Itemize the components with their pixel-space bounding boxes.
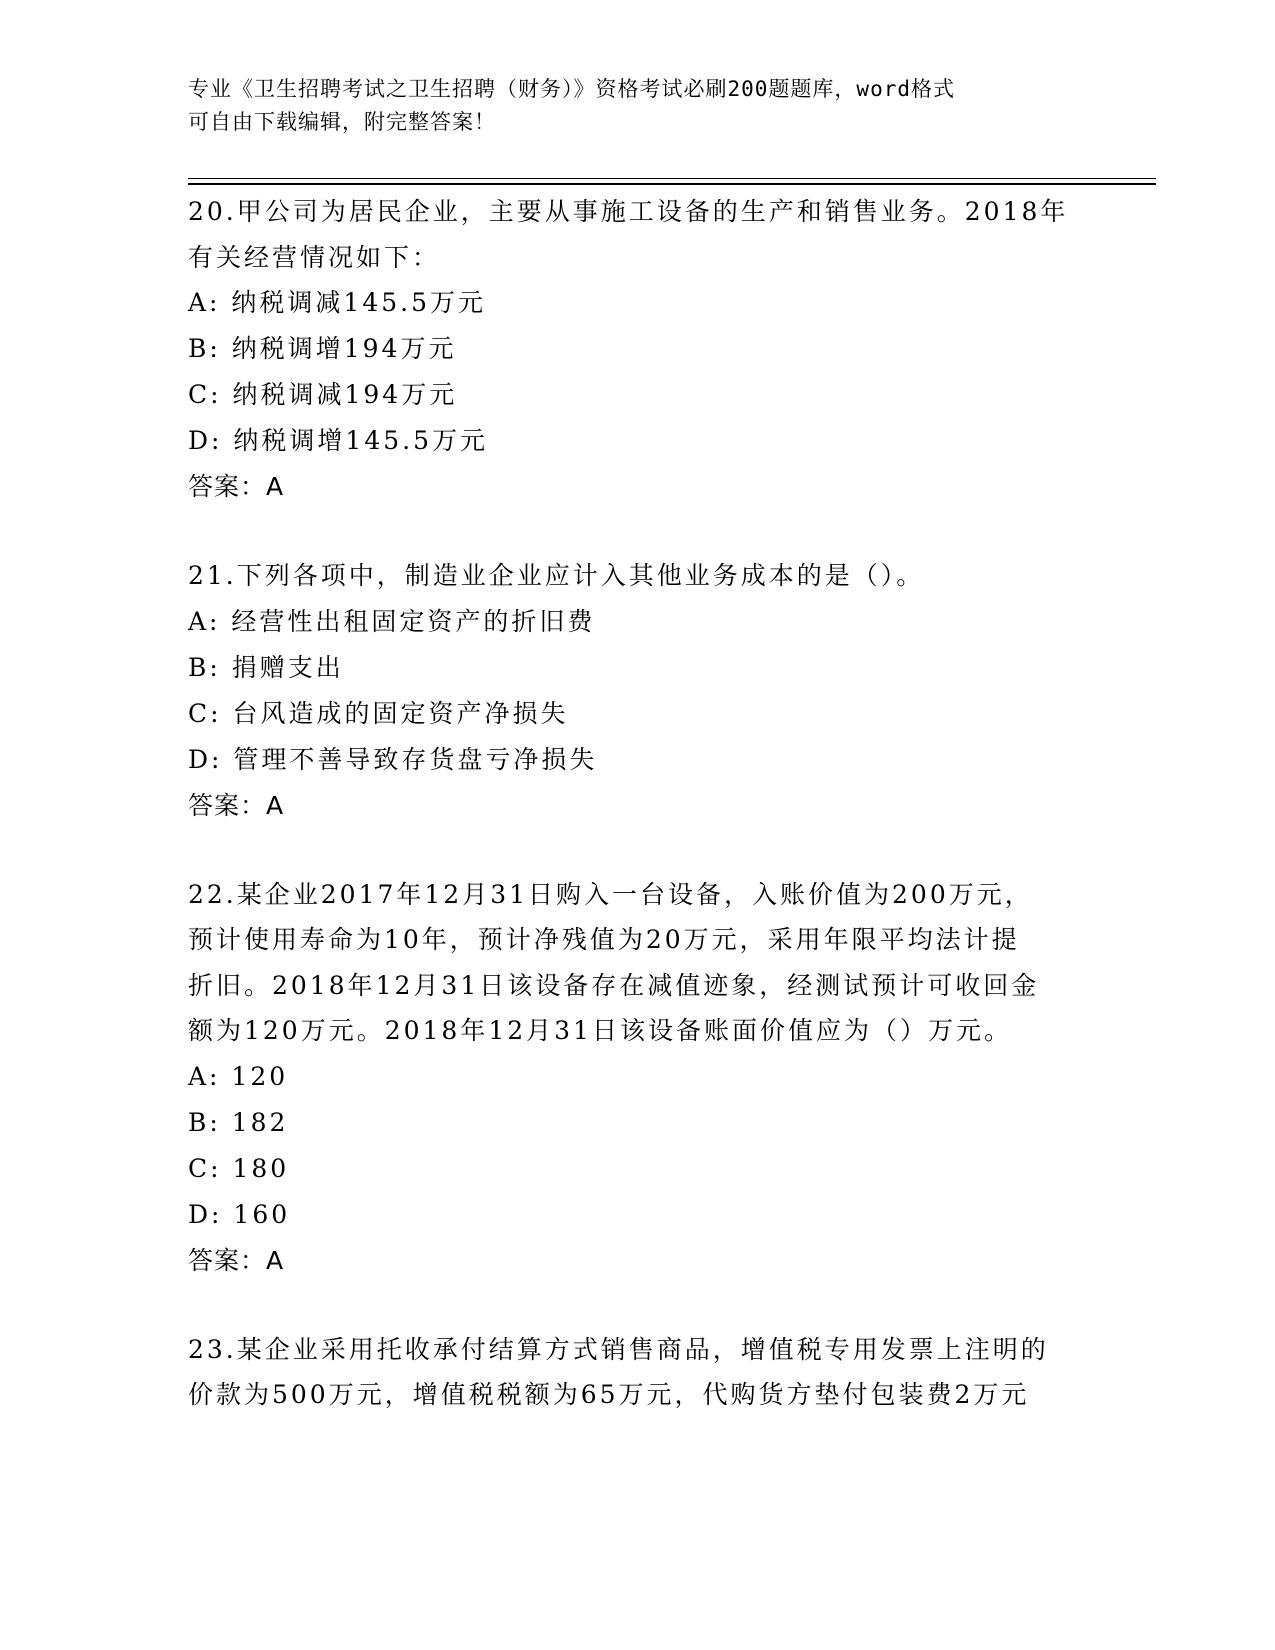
option-b: B: 捐赠支出 [188,652,344,682]
question-line: 有关经营情况如下： [188,242,441,272]
answer: 答案：A [188,472,285,501]
question-line: 22.某企业2017年12月31日购入一台设备，入账价值为200万元， [188,879,1033,909]
option-a: A: 经营性出租固定资产的折旧费 [188,606,596,636]
question-line: 预计使用寿命为10年，预计净残值为20万元，采用年限平均法计提 [188,925,1020,954]
question-text [188,189,1088,280]
option-b: B: 纳税调增194万元 [188,334,457,363]
option-d: D: 管理不善导致存货盘亏净损失 [188,744,598,774]
question-22 [188,872,1088,1284]
header-rule-thick [188,183,1156,185]
option-b: B: 182 [188,1107,289,1137]
question-text [188,1327,1088,1418]
question-line: 20.甲公司为居民企业，主要从事施工设备的生产和销售业务。2018年 [188,197,1069,226]
header-line-2: 可自由下载编辑，附完整答案！ [188,110,496,134]
option-d: D: 纳税调增145.5万元 [188,426,488,455]
question-20 [188,189,1088,510]
option-c: C: 180 [188,1153,290,1183]
option-c: C: 台风造成的固定资产净损失 [188,698,569,728]
question-text [188,872,1088,1054]
question-line: 折旧。2018年12月31日该设备存在减值迹象，经测试预计可收回金 [188,970,1040,1000]
question-text [188,553,1088,599]
option-a: A: 120 [188,1061,289,1091]
question-line: 价款为500万元，增值税税额为65万元，代购货方垫付包装费2万元 [188,1380,1030,1409]
option-d: D: 160 [188,1199,291,1229]
question-23 [188,1327,1088,1418]
question-line: 23.某企业采用托收承付结算方式销售商品，增值税专用发票上注明的 [188,1334,1049,1364]
question-line: 额为120万元。2018年12月31日该设备账面价值应为（）万元。 [188,1016,1012,1045]
question-line: 21.下列各项中，制造业企业应计入其他业务成本的是（）。 [188,561,925,590]
option-a: A: 纳税调减145.5万元 [188,288,486,317]
document-header [188,73,1088,139]
header-rule-thin [188,178,1156,179]
option-c: C: 纳税调减194万元 [188,380,458,409]
answer: 答案：A [188,790,285,820]
answer: 答案：A [188,1245,285,1275]
question-list [188,189,1088,1418]
question-21 [188,553,1088,829]
header-line-1: 专业《卫生招聘考试之卫生招聘（财务）》资格考试必刷200题题库，word格式 [188,77,955,101]
